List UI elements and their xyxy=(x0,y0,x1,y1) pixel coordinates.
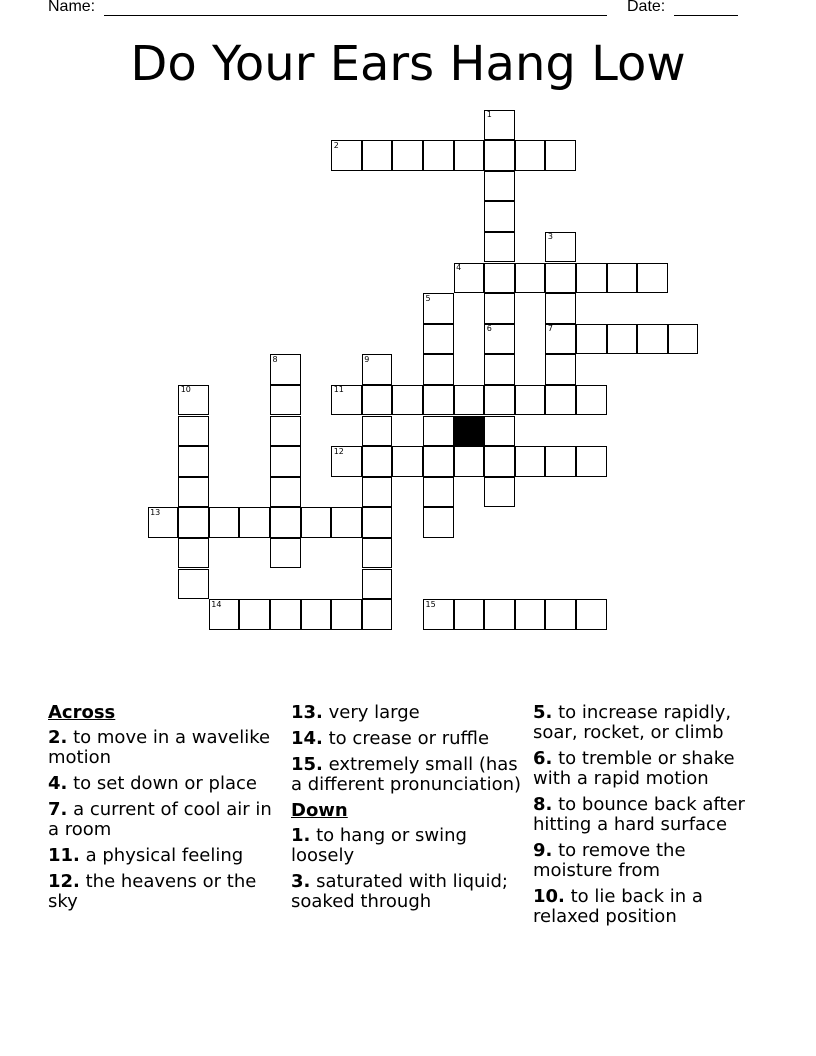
grid-cell[interactable] xyxy=(484,477,515,508)
down-clue xyxy=(533,795,768,835)
grid-cell[interactable] xyxy=(545,263,576,294)
black-cell xyxy=(454,416,485,447)
clue-text: to move in a wavelike motion xyxy=(48,727,271,768)
grid-cell[interactable] xyxy=(270,477,301,508)
clue-number: 15. xyxy=(291,754,323,775)
grid-cell[interactable] xyxy=(362,446,393,477)
cell-number: 10 xyxy=(180,385,191,395)
clue-text: to increase rapidly, soar, rocket, or climb xyxy=(533,702,732,743)
grid-cell[interactable] xyxy=(362,416,393,447)
clue-column-3 xyxy=(533,700,768,933)
cell-number: 14 xyxy=(211,599,222,609)
grid-cell[interactable] xyxy=(545,140,576,171)
cell-number: 15 xyxy=(425,599,436,609)
grid-cell[interactable] xyxy=(423,140,454,171)
clue-number: 5. xyxy=(533,702,553,723)
grid-cell[interactable] xyxy=(515,599,546,630)
cell-number: 9 xyxy=(364,354,370,364)
cell-number: 5 xyxy=(425,293,431,303)
clue-number: 14. xyxy=(291,728,323,749)
across-clue xyxy=(291,703,526,723)
cell-number: 4 xyxy=(456,263,462,272)
cell-number: 1 xyxy=(486,110,492,119)
clue-number: 7. xyxy=(48,799,68,820)
clue-text: a physical feeling xyxy=(85,845,244,866)
grid-cell[interactable] xyxy=(423,446,454,477)
grid-cell[interactable] xyxy=(239,599,270,630)
grid-cell[interactable] xyxy=(576,263,607,294)
grid-cell[interactable] xyxy=(423,324,454,355)
grid-cell[interactable] xyxy=(454,385,485,416)
grid-cell[interactable] xyxy=(484,385,515,416)
grid-cell[interactable] xyxy=(178,538,209,569)
down-clue xyxy=(533,841,768,881)
grid-cell[interactable] xyxy=(423,354,454,385)
grid-cell[interactable] xyxy=(423,385,454,416)
cell-number: 12 xyxy=(333,446,344,456)
grid-cell[interactable] xyxy=(423,416,454,447)
grid-cell[interactable] xyxy=(362,507,393,538)
grid-cell[interactable] xyxy=(270,446,301,477)
grid-cell[interactable] xyxy=(484,171,515,202)
cell-number: 6 xyxy=(486,324,492,334)
grid-cell[interactable] xyxy=(178,507,209,538)
clue-number: 10. xyxy=(533,886,565,907)
clue-number: 3. xyxy=(291,871,311,892)
grid-cell[interactable] xyxy=(392,140,423,171)
grid-cell[interactable] xyxy=(392,446,423,477)
cell-number: 8 xyxy=(272,354,278,364)
down-clue xyxy=(533,887,768,927)
date-blank-line[interactable] xyxy=(674,15,738,16)
clue-text: to lie back in a relaxed position xyxy=(533,886,703,927)
grid-cell[interactable] xyxy=(607,324,638,355)
grid-cell[interactable] xyxy=(484,201,515,232)
grid-cell[interactable] xyxy=(637,324,668,355)
clue-text: to set down or place xyxy=(73,773,257,794)
clue-number: 2. xyxy=(48,727,68,748)
clue-number: 13. xyxy=(291,702,323,723)
clue-text: to hang or swing loosely xyxy=(291,825,467,866)
across-clue xyxy=(48,774,283,794)
grid-cell[interactable] xyxy=(331,599,362,630)
grid-cell[interactable] xyxy=(576,385,607,416)
grid-cell[interactable] xyxy=(178,446,209,477)
grid-cell[interactable] xyxy=(484,354,515,385)
across-clue xyxy=(48,846,283,866)
grid-cell[interactable] xyxy=(484,416,515,447)
clue-text: to bounce back after hitting a hard surface xyxy=(533,794,745,835)
grid-cell[interactable] xyxy=(484,599,515,630)
grid-cell[interactable] xyxy=(545,293,576,324)
down-heading: Down xyxy=(291,800,348,821)
clue-text: a current of cool air in a room xyxy=(48,799,272,840)
grid-cell[interactable] xyxy=(484,263,515,294)
clue-text: saturated with liquid; soaked through xyxy=(291,871,508,912)
cell-number: 11 xyxy=(333,385,344,395)
grid-cell[interactable] xyxy=(515,446,546,477)
clue-number: 9. xyxy=(533,840,553,861)
down-clue xyxy=(533,703,768,743)
grid-cell[interactable] xyxy=(270,538,301,569)
grid-cell[interactable] xyxy=(392,385,423,416)
clue-text: extremely small (has a different pronunciation) xyxy=(291,754,522,795)
puzzle-title: Do Your Ears Hang Low xyxy=(130,36,686,92)
cell-number: 7 xyxy=(547,324,553,334)
grid-cell[interactable] xyxy=(331,507,362,538)
date-label: Date: xyxy=(627,0,666,15)
cell-number: 2 xyxy=(333,140,339,150)
grid-cell[interactable] xyxy=(576,324,607,355)
grid-cell[interactable] xyxy=(362,599,393,630)
grid-cell[interactable] xyxy=(454,599,485,630)
grid-cell[interactable] xyxy=(362,385,393,416)
clue-text: to remove the moisture from xyxy=(533,840,686,881)
grid-cell[interactable] xyxy=(576,599,607,630)
grid-cell[interactable] xyxy=(362,477,393,508)
grid-cell[interactable] xyxy=(545,385,576,416)
name-label: Name: xyxy=(48,0,96,15)
grid-cell[interactable] xyxy=(270,385,301,416)
clue-number: 1. xyxy=(291,825,311,846)
grid-cell[interactable] xyxy=(362,538,393,569)
grid-cell[interactable] xyxy=(270,599,301,630)
grid-cell[interactable] xyxy=(270,416,301,447)
grid-cell[interactable] xyxy=(545,599,576,630)
grid-cell[interactable] xyxy=(301,599,332,630)
grid-cell[interactable] xyxy=(484,140,515,171)
across-clue xyxy=(48,728,283,768)
clue-number: 6. xyxy=(533,748,553,769)
across-clue xyxy=(291,755,526,795)
grid-cell[interactable] xyxy=(362,140,393,171)
clue-text: to tremble or shake with a rapid motion xyxy=(533,748,735,789)
down-clue xyxy=(533,749,768,789)
grid-cell[interactable] xyxy=(301,507,332,538)
across-clue xyxy=(291,729,526,749)
grid-cell[interactable] xyxy=(423,477,454,508)
grid-cell[interactable] xyxy=(515,263,546,294)
grid-cell[interactable] xyxy=(178,569,209,600)
grid-cell[interactable] xyxy=(515,140,546,171)
clue-number: 8. xyxy=(533,794,553,815)
grid-cell[interactable] xyxy=(454,140,485,171)
grid-cell[interactable] xyxy=(545,446,576,477)
clue-text: very large xyxy=(328,702,420,723)
grid-cell[interactable] xyxy=(484,446,515,477)
grid-cell[interactable] xyxy=(484,232,515,263)
name-blank-line[interactable] xyxy=(104,15,607,16)
cell-number: 13 xyxy=(150,507,161,517)
across-heading: Across xyxy=(48,702,116,723)
across-clue xyxy=(48,800,283,840)
grid-cell[interactable] xyxy=(484,293,515,324)
clue-column-1 xyxy=(48,700,283,918)
grid-cell[interactable] xyxy=(454,446,485,477)
across-clue xyxy=(48,872,283,912)
grid-cell[interactable] xyxy=(178,416,209,447)
clue-text: to crease or ruffle xyxy=(328,728,490,749)
grid-cell[interactable] xyxy=(178,477,209,508)
clue-column-2 xyxy=(291,700,526,918)
grid-cell[interactable] xyxy=(576,446,607,477)
grid-cell[interactable] xyxy=(239,507,270,538)
grid-cell[interactable] xyxy=(270,507,301,538)
grid-cell[interactable] xyxy=(209,507,240,538)
clue-text: the heavens or the sky xyxy=(48,871,257,912)
down-clue xyxy=(291,872,526,912)
grid-cell[interactable] xyxy=(362,569,393,600)
grid-cell[interactable] xyxy=(545,354,576,385)
grid-cell[interactable] xyxy=(515,385,546,416)
grid-cell[interactable] xyxy=(607,263,638,294)
cell-number: 3 xyxy=(547,232,553,242)
clue-number: 11. xyxy=(48,845,80,866)
grid-cell[interactable] xyxy=(423,507,454,538)
grid-cell[interactable] xyxy=(637,263,668,294)
grid-cell[interactable] xyxy=(668,324,699,355)
clue-number: 12. xyxy=(48,871,80,892)
down-clue xyxy=(291,826,526,866)
clue-number: 4. xyxy=(48,773,68,794)
